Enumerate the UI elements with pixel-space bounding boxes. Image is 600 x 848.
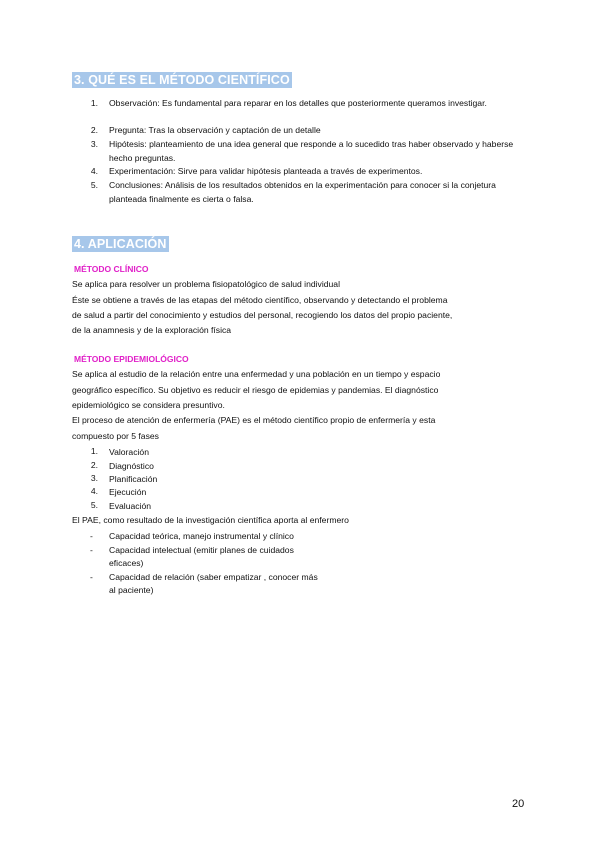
list-item: Experimentación: Sirve para validar hipótesis planteada a través de experimentos. (109, 166, 423, 176)
list-item: Evaluación (109, 501, 152, 511)
paragraph-line: de salud a partir del conocimiento y estudios del personal, recogiendo los datos del propio paciente, (72, 310, 453, 320)
bullet-dash: - (90, 572, 93, 582)
metodo-clinico-title: MÉTODO CLÍNICO (74, 264, 149, 274)
paragraph-line: El proceso de atención de enfermería (PAE) es el método científico propio de enfermería y esta (72, 415, 436, 425)
pae-intro: El PAE, como resultado de la investigación científica aporta al enfermero (72, 515, 349, 525)
list-item: Pregunta: Tras la observación y captación de un detalle (109, 125, 321, 135)
paragraph-line: epidemiológico se considera presuntivo. (72, 400, 225, 410)
page-number: 20 (512, 798, 525, 810)
list-number: 4. (90, 486, 98, 496)
paragraph-line: geográfico específico. Su objetivo es reducir el riesgo de epidemias y pandemias. El diagnóstico (72, 385, 439, 395)
list-item: Conclusiones: Análisis de los resultados obtenidos en la experimentación para conocer si la conjetura planteada finalmente es cierta o falsa. (109, 180, 496, 204)
list-item: Capacidad teórica, manejo instrumental y clínico (109, 531, 294, 541)
list-number: 5. (90, 500, 98, 510)
bullet-dash: - (90, 545, 93, 555)
list-item: Ejecución (109, 487, 147, 497)
list-number: 3. (90, 139, 98, 149)
list-number: 2. (90, 125, 98, 135)
list-item: Capacidad de relación (saber empatizar , conocer más (109, 572, 318, 582)
list-item: Hipótesis: planteamiento de una idea general que responde a lo sucedido tras haber observado y haberse hecho preguntas. (109, 139, 514, 163)
list-number: 1. (90, 98, 98, 108)
paragraph-line: Éste se obtiene a través de las etapas del método científico, observando y detectando el problema (72, 295, 448, 305)
list-number: 4. (90, 166, 98, 176)
paragraph-line: Se aplica al estudio de la relación entre una enfermedad y una población en un tiempo y espacio (72, 369, 441, 379)
list-item-continuation: al paciente) (109, 585, 154, 595)
list-item: Planificación (109, 474, 158, 484)
paragraph-line: Se aplica para resolver un problema fisiopatológico de salud individual (72, 279, 341, 289)
paragraph-line: de la anamnesis y de la exploración física (72, 325, 232, 335)
list-item: Capacidad intelectual (emitir planes de cuidados (109, 545, 294, 555)
section-3-heading: 3. QUÉ ES EL MÉTODO CIENTÍFICO (74, 73, 290, 87)
list-number: 5. (90, 180, 98, 190)
section-4-heading: 4. APLICACIÓN (74, 237, 167, 251)
paragraph-line: compuesto por 5 fases (72, 431, 159, 441)
list-number: 3. (90, 473, 98, 483)
list-number: 1. (90, 446, 98, 456)
bullet-dash: - (90, 531, 93, 541)
list-number: 2. (90, 460, 98, 470)
list-item: Valoración (109, 447, 149, 457)
metodo-epidemiologico-title: MÉTODO EPIDEMIOLÓGICO (74, 354, 189, 364)
list-item: Diagnóstico (109, 461, 154, 471)
list-item: Observación: Es fundamental para reparar en los detalles que posteriormente queramos investigar. (109, 98, 487, 108)
list-item-continuation: eficaces) (109, 558, 144, 568)
